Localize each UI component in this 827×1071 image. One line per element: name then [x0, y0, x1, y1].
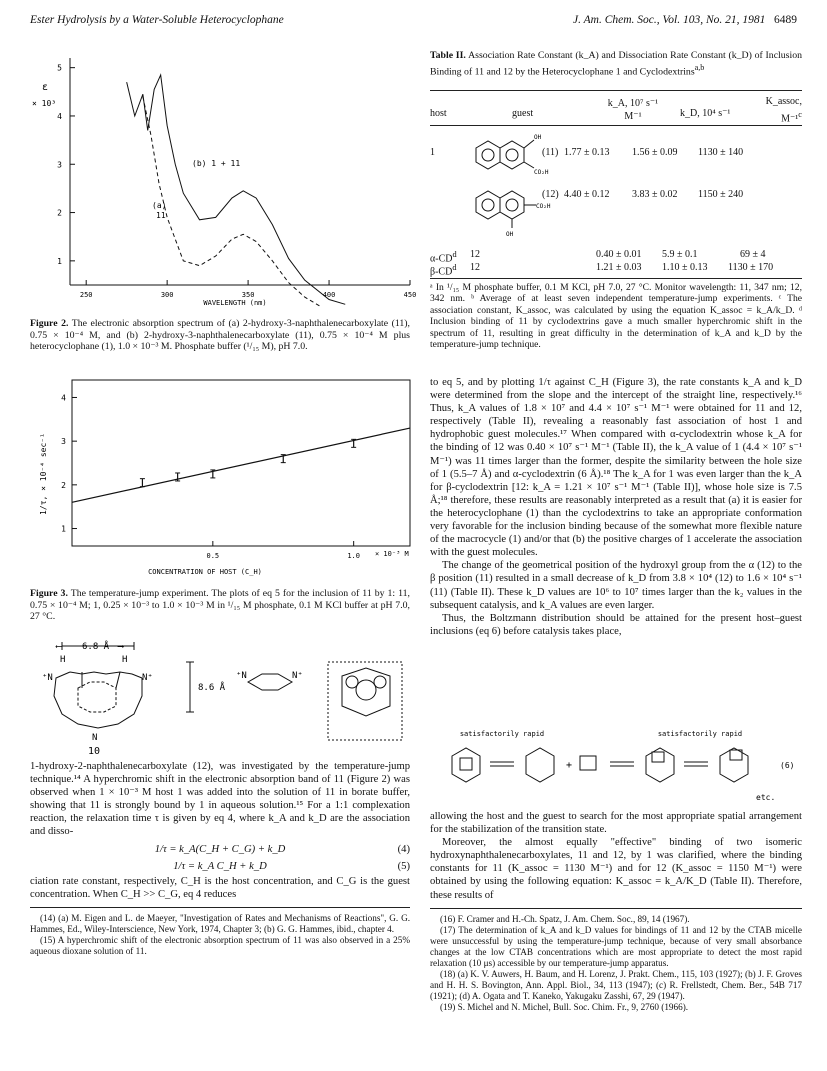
atom-n-plus-a: ⁺N — [236, 671, 247, 681]
scheme-label-2 — [658, 730, 742, 738]
left-body — [30, 760, 410, 957]
fig3-caption-label: Figure 3. — [30, 588, 68, 599]
col-kassoc-sup: c — [798, 110, 802, 120]
left-paragraph-1: 1-hydroxy-2-naphthalenecarboxylate (12), was investigated by the temperature-jump technique.¹⁴ A hyperchromic shift in the electronic absorption band of 11 (Figure 2) was observed when 1 × 10⁻³ M host 1 was added into the solution of 11 in borate buffer, showing that 11 is strongly bound by 1 in aqueous solution.¹⁵ For a 1:1 complexation reaction, the relaxation time τ is given by eq 4, where k_A and k_D are the association and disso- — [30, 761, 410, 838]
compound-10-structure — [30, 632, 415, 757]
equation-5 — [30, 860, 410, 873]
fig2-y-symbol: ε — [42, 82, 49, 93]
fig3-axes — [72, 380, 410, 546]
footnote-19: (19) S. Michel and N. Michel, Bull. Soc. Chim. Fr., 9, 2760 (1966). — [440, 1001, 689, 1012]
row-4-kd: 1.10 ± 0.13 — [662, 262, 708, 273]
guest-11-co2h: CO₂H — [534, 169, 549, 176]
fig2-x-tick-label: 450 — [403, 291, 417, 299]
row-1-kd: 1.56 ± 0.09 — [632, 147, 678, 158]
row-2-guest: (12) — [542, 189, 559, 200]
row-4-host — [430, 261, 456, 278]
col-guest: guest — [512, 108, 534, 119]
table-2-label: Table II. — [430, 50, 466, 61]
col-kassoc — [746, 95, 802, 126]
atom-n-plus-left: ⁺N — [42, 673, 53, 683]
table-2-footnote — [430, 282, 802, 350]
fig2-label-b: (b) 1 + 11 — [192, 159, 241, 168]
figure-3-caption — [30, 588, 410, 623]
dim-arrow-right: ⟶ — [118, 642, 124, 652]
fig2-x-label: WAVELENGTH (nm) — [203, 299, 267, 307]
running-header-right — [573, 14, 797, 26]
fig3-y-tick-label: 2 — [61, 480, 66, 490]
left-paragraph-2: ciation rate constant, respectively, C_H is the host concentration, and C_G is the guest concentration. When C_H >> C_G, eq 4 reduces — [30, 875, 410, 900]
scheme-eq-number: (6) — [780, 761, 795, 770]
fig2-label-a-compound: 11 — [156, 211, 166, 220]
right-footnotes — [430, 914, 802, 1013]
row-4-kassoc: 1130 ± 170 — [728, 262, 774, 273]
fig3-caption-text: The temperature-jump experiment. The plots of eq 5 for the inclusion of 11 by 1: 11, 0.75 × 10⁻⁴ M; 1, 0.25 × 10⁻³ to 1.0 × 10⁻³ M in ¹/₁₅ M phosphate, 0.1 M KCl buffer at pH 7.0, 27 °C. — [30, 588, 410, 623]
footnote-15: (15) A hyperchromic shift of the electronic absorption spectrum of 11 was also observed in a 25% aqueous dioxane solution of 11. — [30, 934, 410, 956]
row-1-ka: 1.77 ± 0.13 — [564, 147, 610, 158]
guest-12-oh: OH — [506, 231, 514, 238]
fig2-ticks — [57, 64, 416, 299]
row-1-kassoc: 1130 ± 140 — [698, 147, 744, 158]
col-kd: k_D, 10⁴ s⁻¹ — [680, 108, 731, 119]
right-paragraph-3: Thus, the Boltzmann distribution should be attained for the present host–guest inclusions (eq 6) before catalysis takes place, — [430, 612, 802, 637]
fig3-x-label: CONCENTRATION OF HOST (C_H) — [148, 568, 262, 576]
row-3-kd: 5.9 ± 0.1 — [662, 249, 698, 260]
equation-4-text: 1/τ = k_A(C_H + C_G) + k_D — [154, 843, 286, 855]
table-2-header — [430, 90, 802, 126]
fig2-axes — [70, 58, 410, 285]
row-2-ka: 4.40 ± 0.12 — [564, 189, 610, 200]
atom-h-right: H — [122, 655, 128, 665]
fig3-y-tick-label: 1 — [61, 524, 66, 534]
fig2-y-tick-label: 2 — [57, 208, 62, 218]
right-footnote-rule — [430, 908, 802, 909]
scheme-6 — [430, 726, 802, 808]
table-2-note: ᵃ In ¹/₁₅ M phosphate buffer, 0.1 M KCl, pH 7.0, 27 °C. Monitor wavelength: 11, 347 nm; 12, 342 nm. ᵇ Average of at least seven independent temperature-jump experiments. ᶜ The association constant, K_assoc, was calculated by using the equation K_assoc = k_A/k_D. ᵈ Inclusion binding of 11 by cyclodextrins gave a much smaller hyperchromic shift in the spectrum of 11, resulting in great difficulty in the determination of k_A and k_D by the temperature-jump technique. — [430, 282, 802, 351]
guest-11-oh: OH — [534, 134, 542, 141]
atom-n-bottom: N — [92, 733, 98, 743]
footnote-rule — [30, 907, 410, 908]
guest-12-co2h: CO₂H — [536, 203, 551, 210]
footnote-16: (16) F. Cramer and H.-Ch. Spatz, J. Am. Chem. Soc., 89, 14 (1967). — [440, 913, 690, 924]
fig2-y-tick-label: 1 — [57, 256, 62, 266]
row-4-ka: 1.21 ± 0.03 — [596, 262, 642, 273]
fig3-y-tick-label: 4 — [61, 393, 66, 403]
footnote-14: (14) (a) M. Eigen and L. de Maeyer, "Investigation of Rates and Mechanisms of Reactions", G. G. Hammes, Ed., Wiley-Interscience, New York, 1974, Chapter 3; (b) G. G. Hammes, ibid., chapter 4. — [30, 912, 410, 934]
col-ka: k_A, 10⁷ s⁻¹ M⁻¹ — [607, 98, 659, 123]
fig2-series-a — [143, 97, 321, 307]
atom-n-plus-b: N⁺ — [292, 671, 303, 681]
fig3-x-tick-label: 1.0 — [347, 552, 360, 560]
figure-2-caption — [30, 318, 410, 353]
row-3-guest: 12 — [470, 249, 480, 260]
fig2-series-b — [127, 75, 346, 304]
figure-3-chart — [30, 374, 415, 584]
fig3-x-multiplier: × 10⁻³ M — [375, 550, 409, 558]
fig3-series — [72, 428, 410, 502]
running-header-left: Ester Hydrolysis by a Water-Soluble Heterocyclophane — [30, 14, 284, 26]
equation-5-text: 1/τ = k_A C_H + k_D — [173, 860, 267, 872]
fig2-y-tick-label: 5 — [57, 63, 62, 73]
row-3-ka: 0.40 ± 0.01 — [596, 249, 642, 260]
row-3-host-sup: d — [452, 250, 457, 259]
dim-arrow-left: ⟵ — [56, 642, 62, 652]
row-1-guest: (11) — [542, 147, 559, 158]
fig3-ticks — [61, 393, 360, 560]
fig2-y-multiplier: × 10³ — [32, 99, 57, 108]
table-2-title-text: Association Rate Constant (k_A) and Dissociation Rate Constant (k_D) of Inclusion Binding of 11 and 12 by the Heterocyclophane 1 and Cyclodextrins — [430, 50, 802, 77]
figure-2-chart — [30, 50, 415, 315]
left-footnotes — [30, 913, 410, 957]
equation-4-number: (4) — [397, 843, 410, 855]
fig2-label-a: (a) — [152, 201, 167, 210]
fig3-frame — [72, 380, 410, 546]
fig3-y-label: 1/τ, × 10⁻⁴ sec⁻¹ — [39, 433, 48, 515]
fig2-caption-label: Figure 2. — [30, 318, 69, 329]
fig3-y-tick-label: 3 — [61, 437, 66, 447]
row-4-host-text: β-CD — [430, 266, 453, 278]
right-paragraph-2: The change of the geometrical position of the hydroxyl group from the α (12) to the β position (11) resulted in a small decrease of k_D from 3.8 × 10⁴ (12) to 1.6 × 10⁴ s⁻¹ (11) (Table II). These k_D values are 10⁶ to 10⁷ times larger than the k₂ values in the subsequent catalysis, and k_A values are even larger. — [430, 560, 802, 611]
fig3-fit-line — [72, 428, 410, 502]
scheme-label-1-line: satisfactorily rapid — [459, 730, 545, 738]
equation-5-number: (5) — [397, 860, 410, 872]
fig2-x-tick-label: 250 — [79, 291, 93, 299]
footnote-17: (17) The determination of k_A and k_D values for bindings of 11 and 12 by the CTAB micelle were unsuccessful by using the temperature-jump technique, because of very small absorbance changes at the low CTAB concentrations which are most appropriate to detect the most rapid relaxation (10 μs) accessible by our temperature-jump apparatus. — [430, 924, 802, 968]
right-paragraph-4: allowing the host and the guest to search for the most appropriate spatial arrangement for the stabilization of the transition state. — [430, 811, 802, 836]
row-3-kassoc: 69 ± 4 — [740, 249, 766, 260]
dim-8-6: 8.6 Å — [198, 683, 226, 693]
page-number: 6489 — [774, 14, 797, 26]
right-body-2 — [430, 810, 802, 1013]
fig2-y-tick-label: 3 — [57, 160, 62, 170]
atom-n-plus-right: N⁺ — [142, 673, 153, 683]
table-2-body-top — [430, 140, 802, 246]
scheme-etc: etc. — [756, 793, 776, 802]
row-4-guest: 12 — [470, 262, 480, 273]
right-paragraph-5: Moreover, the almost equally "effective" binding of two isomeric hydroxynaphthalenecarboxylates, 11 and 12, by 1 was clarified, where the binding constants for 11 (K_assoc = 1130 M⁻¹) and for 12 (K_assoc = 1150 M⁻¹) were obtained by using the following equation: K_assoc = k_A/K_D (Table II). Therefore, these results of — [430, 837, 802, 901]
col-host: host — [430, 108, 447, 119]
row-4-host-sup: d — [452, 263, 457, 272]
fig2-x-tick-label: 300 — [160, 291, 174, 299]
journal-citation: J. Am. Chem. Soc., Vol. 103, No. 21, 1981 — [572, 14, 766, 26]
atom-h-left: H — [60, 655, 66, 665]
row-2-kassoc: 1150 ± 240 — [698, 189, 744, 200]
table-2-title-sup: a,b — [694, 62, 705, 72]
fig3-x-tick-label: 0.5 — [206, 552, 220, 560]
right-body — [430, 376, 802, 638]
col-kassoc-text: K_assoc, M⁻¹ — [765, 96, 802, 125]
table-2-body-bottom — [430, 248, 802, 279]
right-paragraph-1: to eq 5, and by plotting 1/τ against C_H (Figure 3), the rate constants k_A and k_D were determined from the slope and the intercept of the straight line, respectively.¹⁶ Thus, k_A values of 1.8 × 10⁷ and 4.4 × 10⁷ s⁻¹ M⁻¹ were obtained for 11 and 12, respectively (Table II), revealing a reasonably fast association of host 1 and hydrophobic guest molecules.¹⁷ When compared with α-cyclodextrin whose k_A for the binding of 12 was 0.40 × 10⁷ s⁻¹ M⁻¹ (Table II), the k_A value of 1 (4.4 × 10⁷ s⁻¹ M⁻¹) was 11 times larger than the former, despite the similarity between the hole size of 1 (5.5–7 Å) and α-cyclodextrin (6 Å).¹⁸ The k_A for 1 was even larger than the k_A for β-cyclodextrin [12: k_A = 1.21 × 10⁷ s⁻¹ M⁻¹ (Table II)], whose hole size is 7.5 Å;¹⁸ therefore, these results are reasonably interpreted as a result that (a) it is easier for the heterocyclophane (1) than the cyclodextrins to take an appropriate conformation very favorable for the inclusion binding because of the somewhat more flexible nature of the macrocycle (1) and/or that (b) the positive charges of 1 accelerate the association with the guest molecules. — [430, 377, 802, 559]
fig2-series — [127, 75, 346, 307]
table-2-title — [430, 50, 802, 77]
row-1-host: 1 — [430, 147, 435, 158]
row-3-host-text: α-CD — [430, 253, 453, 265]
fig2-x-tick-label: 350 — [241, 291, 255, 299]
fig2-caption-text: The electronic absorption spectrum of (a) 2-hydroxy-3-naphthalenecarboxylate (11), 0.75 × 10⁻⁴ M, and (b) 2-hydroxy-3-naphthalenecarboxylate (11), 0.75 × 10⁻⁴ M plus heterocyclophane (1), 1.0 × 10⁻³ M. Phosphate buffer (¹/₁₅ M), pH 7.0. — [30, 318, 411, 353]
footnote-18: (18) (a) K. V. Auwers, H. Baum, and H. Lorenz, J. Prakt. Chem., 115, 103 (1927); (b) J. F. Groves and H. H. S. Bovington, Ann. Appl. Biol., 34, 113 (1947); (c) R. Frellstedt, Chem. Ber., 54B 717 (1921); (d) A. Ogata and T. Kaneko, Yakugaku Zasshi, 67, 29 (1947). — [430, 968, 802, 1001]
dim-6-8: 6.8 Å — [82, 642, 110, 652]
compound-10-label: 10 — [88, 746, 101, 757]
fig2-x-tick-label: 400 — [322, 291, 336, 299]
scheme-label-2-line: satisfactorily rapid — [657, 730, 743, 738]
fig2-y-tick-label: 4 — [57, 111, 62, 121]
equation-4 — [30, 843, 410, 856]
scheme-plus: + — [566, 760, 573, 771]
scheme-label-1 — [460, 730, 544, 738]
row-2-kd: 3.83 ± 0.02 — [632, 189, 678, 200]
